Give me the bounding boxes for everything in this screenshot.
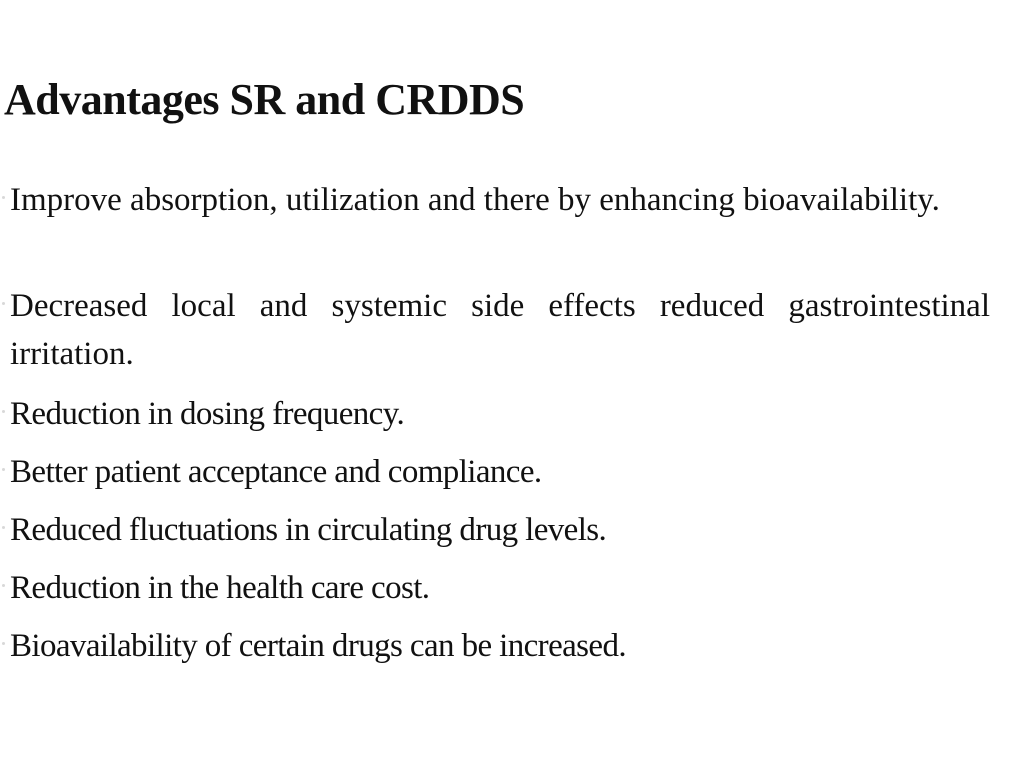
list-item-text: Reduction in dosing frequency. — [10, 396, 405, 432]
list-item — [0, 506, 990, 564]
bullet-dot-icon — [2, 642, 5, 645]
list-item — [0, 564, 990, 622]
list-item — [0, 448, 990, 506]
list-item — [0, 282, 990, 388]
bullet-dot-icon — [2, 526, 5, 529]
bullet-dot-icon — [2, 584, 5, 587]
list-item-text: Decreased local and systemic side effects reduced gastrointestinal irritation. — [10, 288, 990, 372]
bullet-dot-icon — [2, 302, 5, 305]
list-item — [0, 622, 990, 680]
bullet-dot-icon — [2, 196, 5, 199]
list-item-text: Reduction in the health care cost. — [10, 570, 430, 606]
slide-title: Advantages SR and CRDDS — [4, 75, 525, 124]
advantages-list — [0, 176, 990, 680]
list-item-text: Better patient acceptance and compliance. — [10, 454, 542, 490]
list-item-text: Reduced fluctuations in circulating drug levels. — [10, 512, 607, 548]
list-item-text: Improve absorption, utilization and there by enhancing bioavailability. — [10, 182, 940, 218]
bullet-dot-icon — [2, 410, 5, 413]
list-item — [0, 176, 990, 282]
list-item-text: Bioavailability of certain drugs can be increased. — [10, 628, 626, 664]
list-item — [0, 390, 990, 448]
bullet-dot-icon — [2, 468, 5, 471]
